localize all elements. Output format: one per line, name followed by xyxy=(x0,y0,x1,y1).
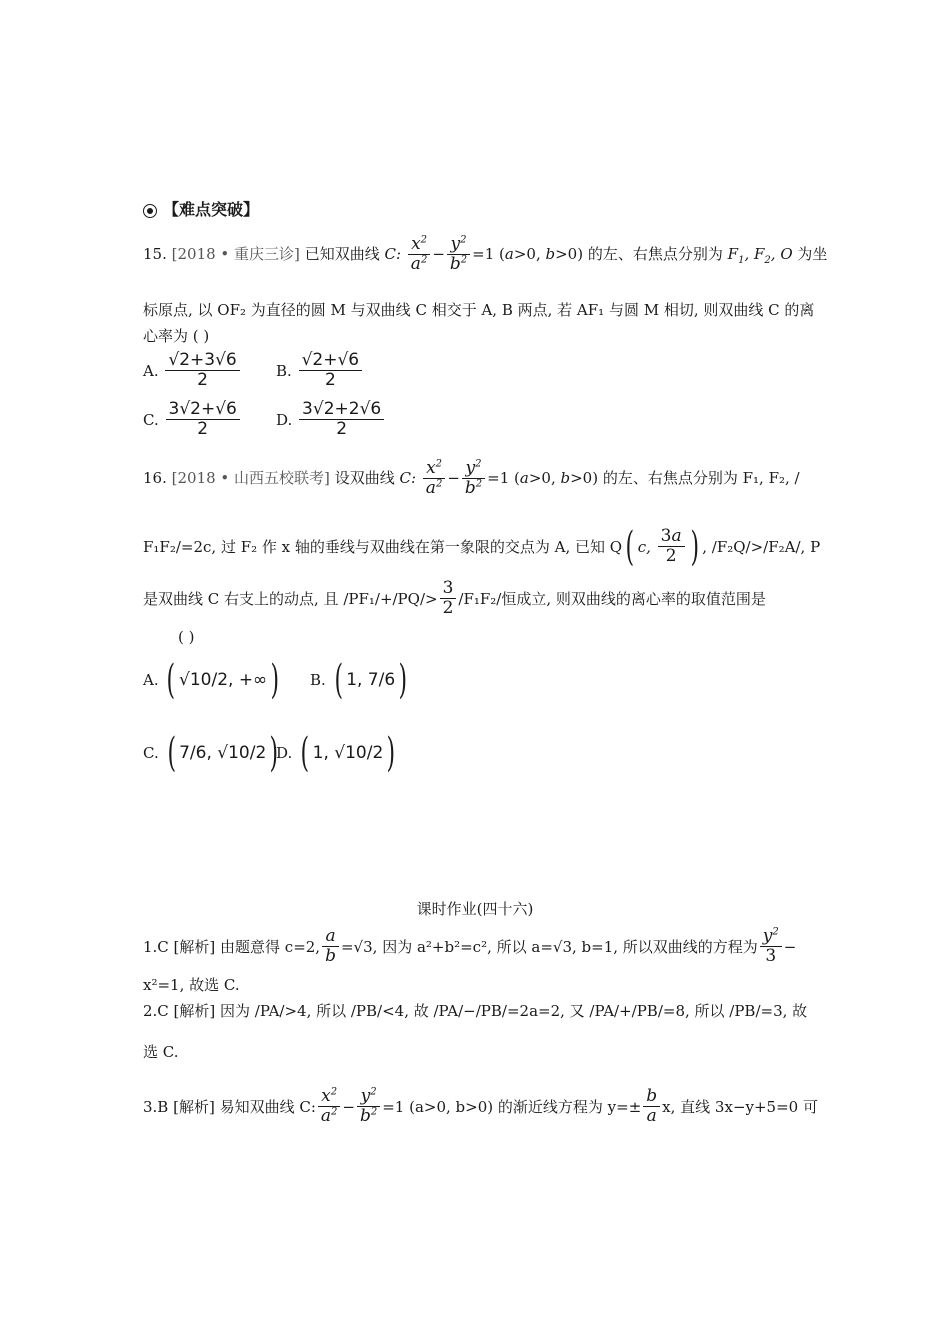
answer-2-line2: 选 C. xyxy=(143,1043,179,1061)
answer-3-b-over-a: $\frac{b}{a}$ xyxy=(643,1088,660,1126)
q15-option-c[interactable]: C. $\frac{3√2+√6}{2}$ xyxy=(143,401,242,439)
answer-3-x2-over-a2: $\frac{x^2}{a^2}$ xyxy=(318,1088,341,1126)
answer-1-a-over-b: $\frac{a}{b}$ xyxy=(322,928,339,966)
q16-line4: ( ) xyxy=(178,628,195,646)
q16-stem: 16. [2018 • 山西五校联考] 设双曲线 C: $\frac{x^2}{a^2}$ − $\frac{y^2}{b^2}$ =1 (a>0, b>0) 的左、右焦点分别为 F₁, F₂, / xyxy=(143,458,800,498)
section-title: 【难点突破】 xyxy=(163,200,260,219)
q16-option-b[interactable]: B. ( 1, 7/6) xyxy=(310,657,408,703)
q16-option-c[interactable]: C. ( 7/6, √10/2) xyxy=(143,730,279,776)
answer-2-line1: 2.C [解析] 因为 /PA/>4, 所以 /PB/<4, 故 /PA/−/PB/=2a=2, 又 /PA/+/PB/=8, 所以 /PB/=3, 故 xyxy=(143,1002,808,1020)
q15-line2: 标原点, 以 OF₂ 为直径的圆 M 与双曲线 C 相交于 A, B 两点, 若 AF₁ 与圆 M 相切, 则双曲线 C 的离 xyxy=(143,301,815,319)
q15-option-c-num: 3√2+√6 xyxy=(168,399,237,419)
q16-stem-a: 设双曲线 xyxy=(334,468,395,487)
homework-title: 课时作业(四十六) xyxy=(416,900,534,918)
q15-stem-a: 已知双曲线 xyxy=(304,244,380,263)
q15-fraction-y: $\frac{y^2}{b^2}$ xyxy=(447,236,470,274)
q15-option-d[interactable]: D. $\frac{3√2+2√6}{2}$ xyxy=(276,401,386,439)
q15-option-b-num: √2+√6 xyxy=(301,350,360,370)
q16-option-a[interactable]: A. ( √10/2, +∞) xyxy=(143,657,280,703)
q16-option-c-text: 7/6, √10/2 xyxy=(179,742,267,763)
q15-stem: 15. [2018 • 重庆三诊] 已知双曲线 C: $\frac{x^2}{a^2}$ − $\frac{y^2}{b^2}$ =1 (a>0, b>0) 的左、右焦点分别为 $F_1$, $F_2$, O 为坐 xyxy=(143,234,828,274)
target-circle-icon xyxy=(143,204,157,218)
q16-option-d[interactable]: D. ( 1, √10/2) xyxy=(276,730,396,776)
q16-point-frac: $\frac{3a}{2}$ xyxy=(658,528,685,566)
q16-stem-b: 的左、右焦点分别为 F₁, F₂, / xyxy=(602,468,800,487)
q16-line3: 是双曲线 C 右支上的动点, 且 /PF₁/+/PQ/> $\frac{3}{2}$ /F₁F₂/恒成立, 则双曲线的离心率的取值范围是 xyxy=(143,578,766,618)
q15-option-a[interactable]: A. $\frac{√2+3√6}{2}$ xyxy=(143,352,242,390)
answer-1-y2-over-3: $\frac{y^2}{3}$ xyxy=(760,928,782,966)
q16-option-d-text: 1, √10/2 xyxy=(312,742,384,763)
answer-1-line1: 1.C [解析] 由题意得 c=2, $\frac{a}{b}$ =√3, 因为 a²+b²=c², 所以 a=√3, b=1, 所以双曲线的方程为 $\frac{y^2}{3}$ − xyxy=(143,926,797,966)
q16-source: [2018 • 山西五校联考] xyxy=(171,468,330,487)
section-header xyxy=(143,200,259,219)
q16-fraction-y: $\frac{y^2}{b^2}$ xyxy=(462,460,485,498)
q15-number: 15. xyxy=(143,244,167,263)
q15-fraction-x: $\frac{x^2}{a^2}$ xyxy=(408,236,431,274)
q15-source: [2018 • 重庆三诊] xyxy=(171,244,300,263)
q16-option-a-text: √10/2, +∞ xyxy=(179,669,268,690)
q15-line3: 心率为 ( ) xyxy=(143,327,210,345)
q16-fraction-x: $\frac{x^2}{a^2}$ xyxy=(423,460,446,498)
answer-3-line1: 3.B [解析] 易知双曲线 C: $\frac{x^2}{a^2}$ − $\frac{y^2}{b^2}$ =1 (a>0, b>0) 的渐近线方程为 y=± $\frac{b}{a}$ x, 直线 3x−y+5=0 可 xyxy=(143,1086,818,1126)
q15-option-b[interactable]: B. $\frac{√2+√6}{2}$ xyxy=(276,352,364,390)
q16-number: 16. xyxy=(143,468,167,487)
q16-three-halves: $\frac{3}{2}$ xyxy=(440,580,457,618)
answer-1-line2: x²=1, 故选 C. xyxy=(143,976,240,994)
answer-3-y2-over-b2: $\frac{y^2}{b^2}$ xyxy=(357,1088,380,1126)
q15-option-d-num: 3√2+2√6 xyxy=(302,399,382,419)
q15-option-a-num: √2+3√6 xyxy=(168,350,237,370)
q15-stem-b: 的左、右焦点分别为 xyxy=(587,244,723,263)
q15-stem-c: 为坐 xyxy=(797,244,828,263)
q16-option-b-text: 1, 7/6 xyxy=(346,669,396,690)
q16-line2: F₁F₂/=2c, 过 F₂ 作 x 轴的垂线与双曲线在第一象限的交点为 A, 已知 Q( c, $\frac{3a}{2}$ ) , /F₂Q/>/F₂A/, P xyxy=(143,524,821,570)
